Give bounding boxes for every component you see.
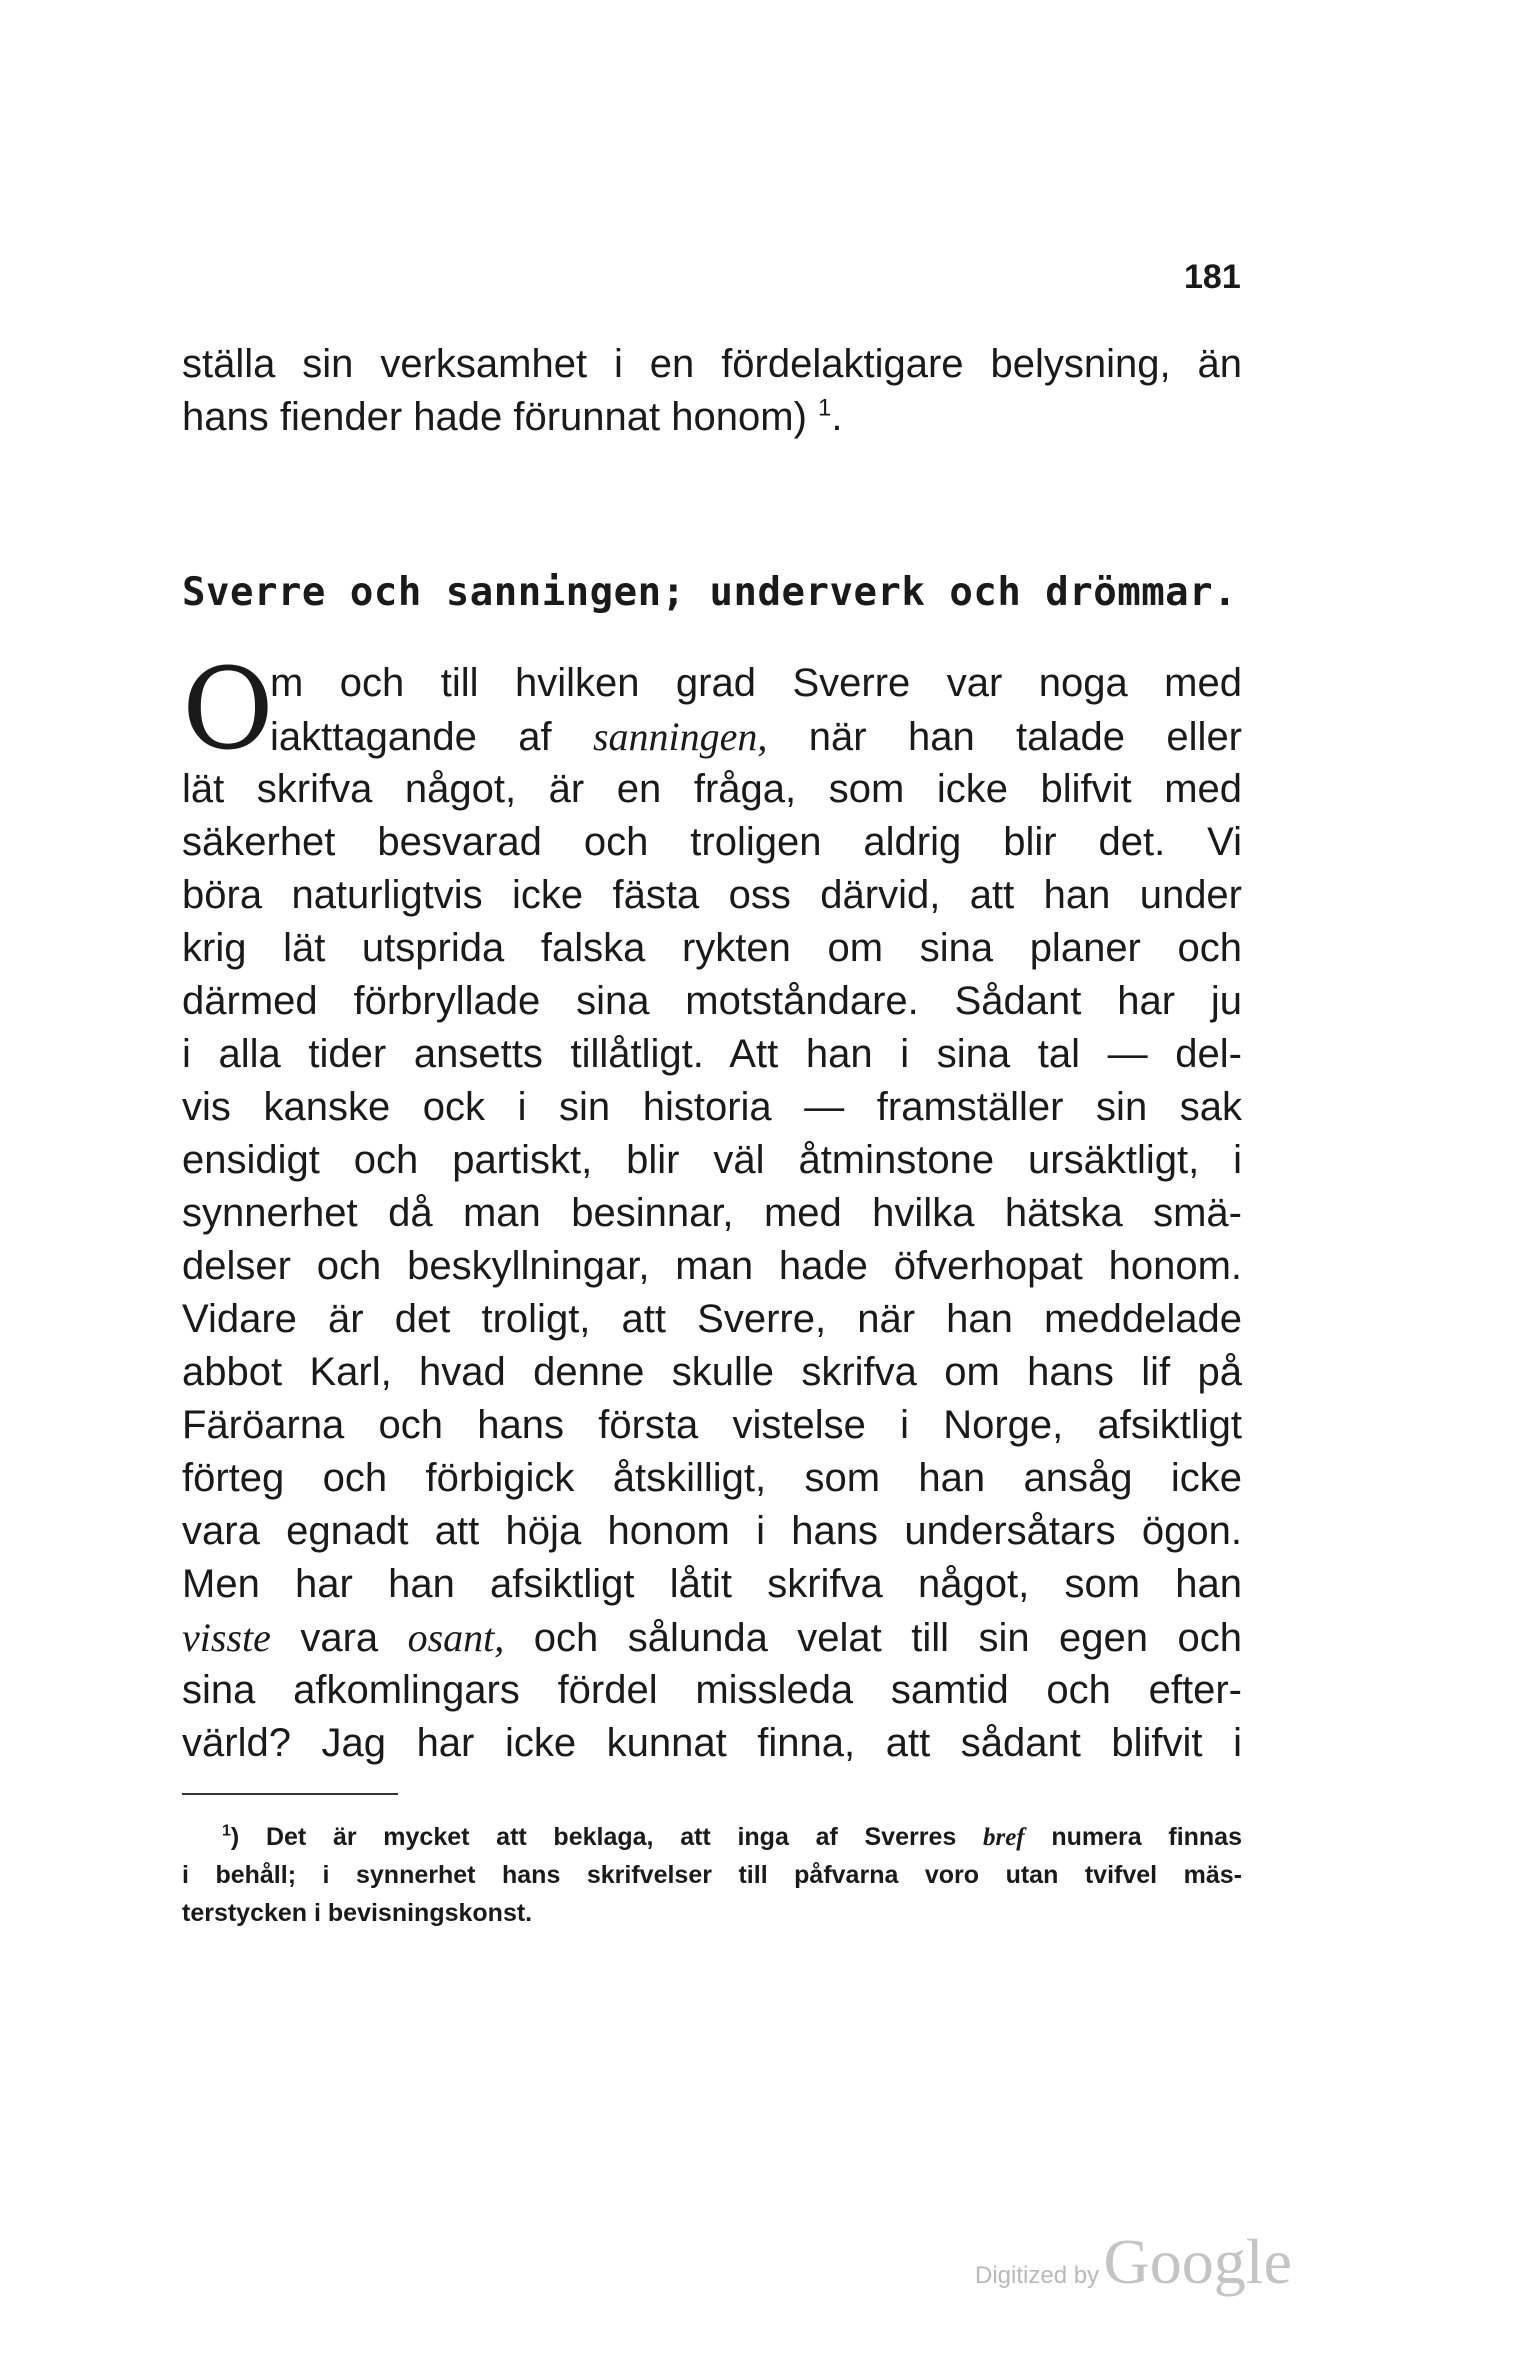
text-line: därmed förbryllade sina motståndare. Sådant har ju bbox=[182, 979, 1242, 1023]
text-line: m och till hvilken grad Sverre var noga med bbox=[270, 661, 1242, 705]
text-line: i alla tider ansetts tillåtligt. Att han i sina tal — del- bbox=[182, 1032, 1242, 1076]
text-line: Men har han afsiktligt låtit skrifva något, som han bbox=[182, 1562, 1242, 1606]
text-line: vis kanske ock i sin historia — framställer sin sak bbox=[182, 1085, 1242, 1129]
text-fragment: hans fiender hade förunnat honom) bbox=[182, 395, 807, 439]
text-line: lät skrifva något, är en fråga, som icke blifvit med bbox=[182, 767, 1242, 811]
text-line: abbot Karl, hvad denne skulle skrifva om hans lif på bbox=[182, 1350, 1242, 1394]
text-line: värld? Jag har icke kunnat finna, att sådant blifvit i bbox=[182, 1721, 1242, 1765]
text-line: ensidigt och partiskt, blir väl åtminstone ursäktligt, i bbox=[182, 1138, 1242, 1182]
text-line: delser och beskyllningar, man hade öfverhopat honom. bbox=[182, 1244, 1242, 1288]
text-line: sina afkomlingars fördel missleda samtid och efter- bbox=[182, 1668, 1242, 1712]
text-line: vara egnadt att höja honom i hans undersåtars ögon. bbox=[182, 1509, 1242, 1553]
text-line bbox=[182, 710, 1242, 763]
footnote-marker: 1 bbox=[222, 1822, 231, 1840]
text-fragment: numera finnas bbox=[1024, 1823, 1242, 1851]
text-line: ställa sin verksamhet i en fördelaktigare belysning, än bbox=[182, 342, 1242, 386]
body-paragraph bbox=[182, 645, 1243, 1770]
footnote-line: terstycken i bevisningskonst. bbox=[182, 1899, 533, 1927]
text-line: Vidare är det troligt, att Sverre, när han meddelade bbox=[182, 1297, 1242, 1341]
text-line bbox=[182, 391, 1242, 444]
google-logo: Google bbox=[1103, 2226, 1292, 2297]
emphasis: osant, bbox=[407, 1615, 505, 1660]
footnote-line bbox=[182, 1818, 1242, 1856]
text-line: förteg och förbigick åtskilligt, som han ansåg icke bbox=[182, 1456, 1242, 1500]
text-line bbox=[182, 1611, 1242, 1664]
text-fragment: iakttagande af bbox=[270, 715, 593, 759]
text-line: synnerhet då man besinnar, med hvilka hätska smä- bbox=[182, 1191, 1242, 1235]
end-punctuation: . bbox=[831, 395, 843, 439]
emphasis: sanningen, bbox=[592, 714, 768, 759]
text-line: krig lät utsprida falska rykten om sina planer och bbox=[182, 926, 1242, 970]
text-line: böra naturligtvis icke fästa oss därvid, att han under bbox=[182, 873, 1242, 917]
emphasis: visste bbox=[182, 1615, 271, 1660]
opening-paragraph bbox=[182, 338, 1242, 444]
emphasis: bref bbox=[982, 1824, 1025, 1851]
text-fragment: vara bbox=[270, 1616, 408, 1660]
text-line: säkerhet besvarad och troligen aldrig blir det. Vi bbox=[182, 820, 1242, 864]
footnote-reference: 1 bbox=[818, 394, 832, 422]
text-line: Färöarna och hans första vistelse i Norge, afsiktligt bbox=[182, 1403, 1242, 1447]
page-number: 181 bbox=[1184, 258, 1241, 296]
drop-cap: O bbox=[182, 645, 274, 775]
section-heading: Sverre och sanningen; underverk och drömmar. bbox=[182, 570, 1238, 615]
footnote-divider bbox=[182, 1793, 398, 1795]
text-fragment: och sålunda velat till sin egen och bbox=[504, 1616, 1242, 1660]
footnote bbox=[182, 1818, 1242, 1932]
watermark-prefix: Digitized by bbox=[975, 2262, 1100, 2289]
digitized-watermark bbox=[975, 2225, 1292, 2299]
text-fragment: när han talade eller bbox=[767, 715, 1243, 759]
text-fragment: ) Det är mycket att beklaga, att inga af Sverres bbox=[230, 1823, 983, 1851]
footnote-line: i behåll; i synnerhet hans skrifvelser till påfvarna voro utan tvifvel mäs- bbox=[182, 1861, 1242, 1889]
